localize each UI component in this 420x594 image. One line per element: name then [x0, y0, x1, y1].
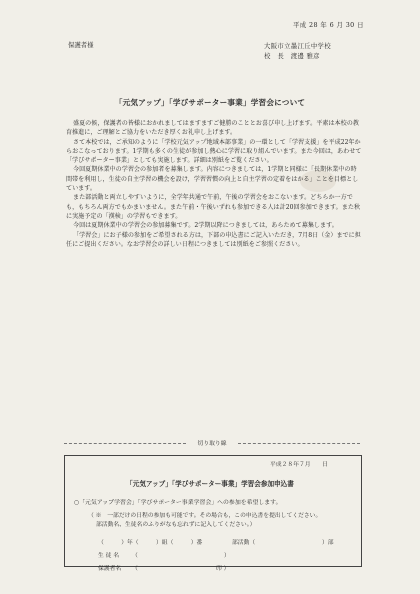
school-name: 大阪市立墨江丘中学校 — [264, 42, 331, 50]
document-date: 平成 28 年 6 月 30 日 — [293, 21, 364, 29]
form-title: 「元気アップ」「学びサポーター事業」学習会参加申込書 — [126, 480, 294, 488]
form-date: 平成２８年７月 日 — [270, 462, 328, 468]
club-field-label: 部活動（ — [232, 540, 256, 546]
body-paragraph: また部活動と両立しやすいように，全学年共通で午前，午後の学習会をおこないます。どちらか一方でも，もちろん両方でもかまいません。また午前・午後いずれも参加できる人は計20回参加できます。また秋に実施予定の「漢検」の学習もできます。 — [66, 194, 361, 220]
sender-block — [264, 42, 331, 61]
body-paragraph: 盛夏の候，保護者の皆様におかれましてはますますご健勝のこととお喜び申し上げます。平素は本校の教育推進に，ご理解とご協力をいただき厚くお礼申し上げます。 — [66, 120, 359, 137]
cut-line — [64, 438, 360, 448]
form-note-line: （ ※ 一部だけの日程の参加も可能です。その場合も，この申込書を提出してください。 — [88, 513, 322, 519]
form-intent: ○「元気アップ学習会」「学びサポーター事業学習会」への参加を希望します。 — [74, 500, 282, 506]
guardian-name-label: 保護者名 — [98, 566, 122, 572]
body-paragraph: 今回は夏期休業中の学習会の参加募集です。2学期以降につきましては，あらためて募集します。 — [73, 222, 338, 230]
cut-line-dash — [64, 443, 186, 444]
addressee: 保護者様 — [68, 41, 94, 49]
class-field[interactable]: （ ）年（ ）組（ ）番 — [98, 540, 203, 546]
club-field-end[interactable]: ）部 — [322, 540, 334, 546]
student-name-field[interactable]: （ — [132, 553, 138, 559]
guardian-name-field[interactable]: （ — [132, 566, 138, 572]
cut-line-label: 切り取り線 — [190, 438, 234, 447]
document-title: 「元気アップ」「学びサポーター事業」学習会について — [114, 98, 306, 107]
body-paragraph: 今回夏期休業中の学習会の参加者を募集します。内容につきましては，1学期と同様に「長期休業中の時間帯を利用し，生徒の自主学習の機会を設け，学習習慣の向上と自主学習の定着をはかる」ことを目標としています。 — [66, 166, 359, 193]
student-name-field-end: ） — [224, 553, 230, 559]
body-paragraph: 「学習会」にお子様の参加をご希望される方は，下部の申込書にご記入いただき，7月8日（金）までに担任にご提出ください。なお学習会の詳しい日程につきましては別紙をご参照ください。 — [66, 231, 361, 248]
cut-line-dash — [238, 443, 360, 444]
seal-mark: 印 ） — [216, 566, 230, 572]
form-note-line: 部活動名、生徒名のふりがなも忘れずに記入してください。） — [96, 521, 256, 528]
body-text — [66, 119, 362, 249]
principal-name: 校 長 渡邊 雅彦 — [264, 51, 320, 60]
body-paragraph: さて本校では，ご承知のように「学校元気アップ地域本部事業」の一環として「学習支援」を平成22年からおこなっております。1学期も多くの生徒が参加し熱心に学習に取り組んでいます。また今回は，あわせて「学びサポーター事業」としても実施します。詳細は別紙をご覧ください。 — [66, 138, 362, 165]
form-note — [88, 512, 321, 529]
student-name-label: 生 徒 名 — [98, 553, 120, 559]
